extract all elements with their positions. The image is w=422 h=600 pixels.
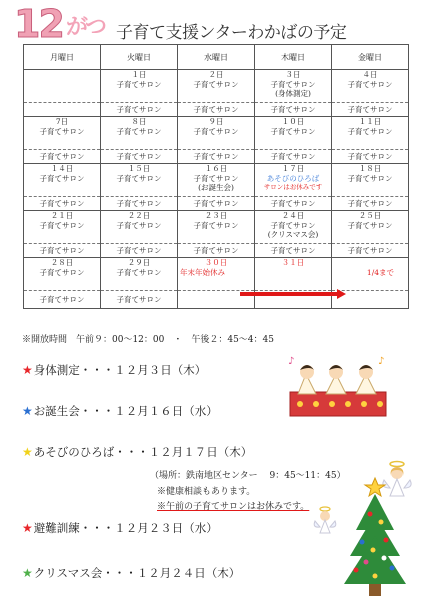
day-cell: １１日 子育てサロン [332,117,409,150]
afternoon-cell: 子育てサロン [332,103,409,117]
day-number: ３０日 [204,258,228,267]
star-icon: ★ [22,521,33,535]
event-place-note: （場所：鉄南地区センター 9：45～11：45） [150,471,346,481]
weekday-header: 金曜日 [332,45,409,70]
afternoon-cell: 子育てサロン [101,244,178,258]
choir-illustration [286,354,390,420]
title [14,2,414,46]
event-item [22,565,240,581]
title-month-number: 12 [14,2,63,46]
holiday-until-label: 1/4まで [366,267,394,277]
afternoon-cell [24,103,101,117]
asobi-no-hiroba-label: あそびのひろば [266,173,320,183]
week-row-top [24,70,409,103]
day-cell: ４日 子育てサロン [332,70,409,103]
holiday-arrow [240,289,346,299]
afternoon-cell: 子育てサロン [255,244,332,258]
day-cell: １５日 子育てサロン [101,164,178,197]
day-cell: １４日 子育てサロン [24,164,101,197]
afternoon-cell: 子育てサロン [101,197,178,211]
small-angel-illustration [312,506,338,536]
event-item [22,520,218,536]
week-row-top [24,117,409,150]
salon-closed-note: ※午前の子育てサロンはお休みです。 [157,502,310,512]
day-cell: １０日 子育てサロン [255,117,332,150]
week-row-bottom [24,197,409,211]
day-cell: ２８日 子育てサロン [24,258,101,291]
day-cell [255,258,332,291]
christmas-tree-illustration [340,474,410,598]
svg-text:♪: ♪ [378,356,385,367]
day-cell [332,258,409,291]
weekday-header: 月曜日 [24,45,101,70]
health-consult-note: ※健康相談もあります。 [157,487,256,497]
afternoon-cell: 子育てサロン [178,244,255,258]
holiday-arrow-head [337,289,346,299]
afternoon-cell: 子育てサロン [24,150,101,164]
event-text: お誕生会・・・１２月１６日（水） [33,404,218,418]
title-month-suffix: がつ [66,15,105,40]
day-cell: １日 子育てサロン [101,70,178,103]
event-text: クリスマス会・・・１２月２４日（木） [33,566,241,580]
afternoon-cell: 子育てサロン [101,103,178,117]
event-text: 避難訓練・・・１２月２３日（水） [33,521,218,535]
day-cell: ９日 子育てサロン [178,117,255,150]
day-cell: ２４日 子育てサロン (クリスマス会) [255,211,332,244]
day-number: ３１日 [281,258,305,267]
day-cell: ２５日 子育てサロン [332,211,409,244]
day-number: １７日 [281,164,305,173]
week-row-bottom [24,291,409,309]
week-row-top [24,211,409,244]
day-cell: １８日 子育てサロン [332,164,409,197]
day-cell: ２２日 子育てサロン [101,211,178,244]
afternoon-cell: 子育てサロン [255,197,332,211]
day-cell: ２３日 子育てサロン [178,211,255,244]
afternoon-cell: 子育てサロン [24,291,101,309]
afternoon-cell: 子育てサロン [178,150,255,164]
weekday-header: 水曜日 [178,45,255,70]
week-row-top [24,164,409,197]
event-item [22,362,206,378]
weekday-header: 火曜日 [101,45,178,70]
afternoon-cell: 子育てサロン [101,150,178,164]
week-row-top [24,258,409,291]
event-text: 身体測定・・・１２月３日（木） [33,363,207,377]
afternoon-cell: 子育てサロン [255,150,332,164]
afternoon-cell: 子育てサロン [255,103,332,117]
day-cell: 7日 子育てサロン [24,117,101,150]
star-icon: ★ [22,404,33,418]
day-cell [178,258,255,291]
star-icon: ★ [22,363,33,377]
event-text: あそびのひろば・・・１２月１７日（木） [33,445,253,459]
day-cell: ２９日 子育てサロン [101,258,178,291]
afternoon-cell: 子育てサロン [24,244,101,258]
day-cell [255,164,332,197]
event-item [22,444,252,460]
afternoon-cell: 子育てサロン [101,291,178,309]
calendar-table [23,44,409,309]
salon-closed-label: サロンはお休みです [263,183,323,191]
day-cell: ８日 子育てサロン [101,117,178,150]
afternoon-cell: 子育てサロン [332,244,409,258]
star-icon: ★ [22,445,33,459]
afternoon-cell: 子育てサロン [178,103,255,117]
week-row-bottom [24,150,409,164]
week-row-bottom [24,103,409,117]
afternoon-cell: 子育てサロン [24,197,101,211]
afternoon-cell: 子育てサロン [178,197,255,211]
day-cell: ３日 子育てサロン (身体測定) [255,70,332,103]
day-cell: ２１日 子育てサロン [24,211,101,244]
star-icon: ★ [22,566,33,580]
opening-hours: ※開放時間 午前９：00～12：00 ・ 午後２：45～4：45 [22,335,274,345]
week-row-bottom [24,244,409,258]
weekday-header: 木曜日 [255,45,332,70]
page-title: 子育て支援ンターわかばの予定 [116,23,347,43]
weekday-header-row [24,45,409,70]
day-cell [24,70,101,103]
afternoon-cell: 子育てサロン [332,150,409,164]
holiday-arrow-line [240,292,338,296]
afternoon-cell: 子育てサロン [332,197,409,211]
holiday-label: 年末年始休み [180,267,225,277]
day-cell: １６日 子育てサロン (お誕生会) [178,164,255,197]
svg-text:♪: ♪ [288,356,295,367]
day-cell: ２日 子育てサロン [178,70,255,103]
event-item [22,403,218,419]
